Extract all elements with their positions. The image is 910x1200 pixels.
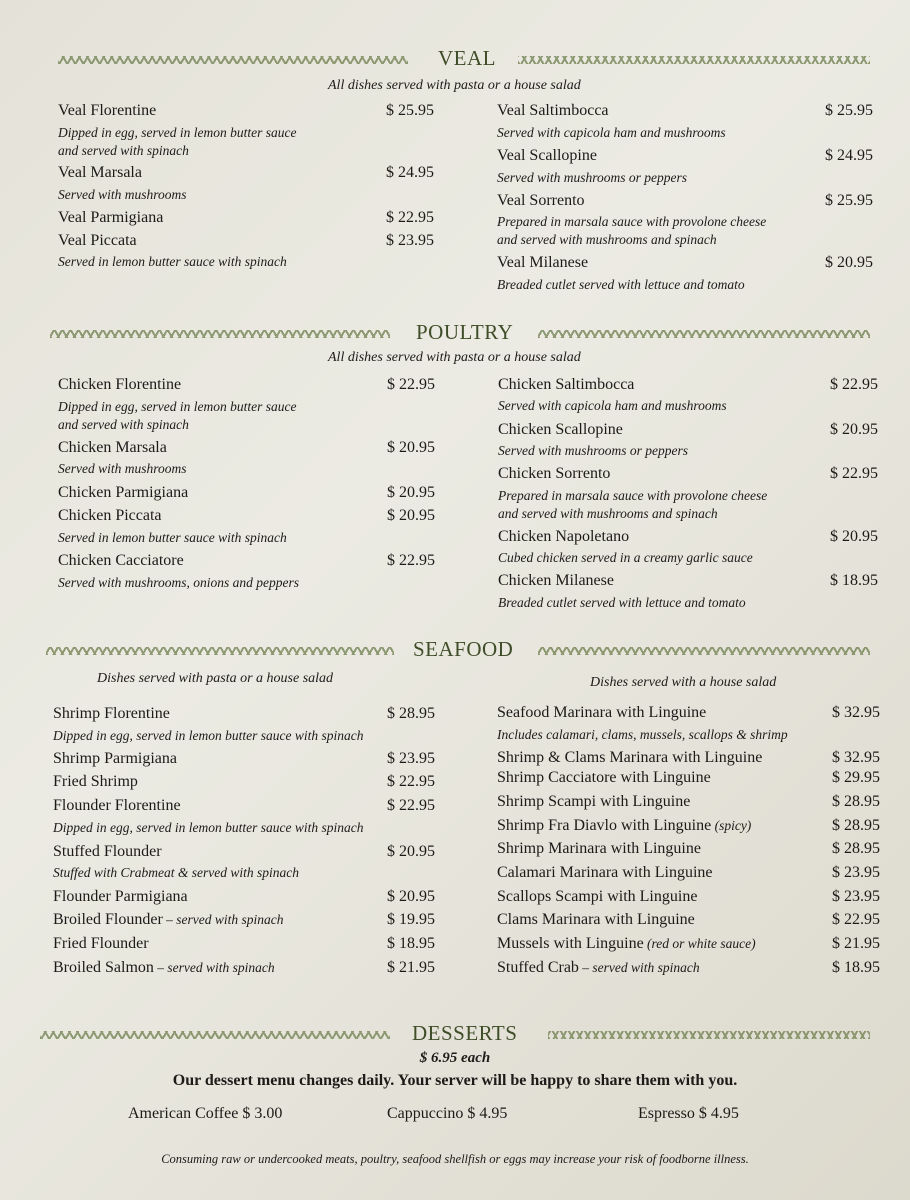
menu-item-price: $ 22.95 — [387, 552, 435, 569]
menu-item-price: $ 20.95 — [387, 888, 435, 905]
menu-item-price: $ 20.95 — [825, 254, 873, 271]
item-name-text: Veal Milanese — [497, 254, 589, 271]
vine-ornament-right — [538, 330, 870, 338]
menu-item-price: $ 28.95 — [832, 793, 880, 810]
menu-item-description: Breaded cutlet served with lettuce and tomato — [497, 277, 745, 292]
item-name-text: Shrimp Cacciatore with Linguine — [497, 769, 711, 786]
menu-item-description: Served with capicola ham and mushrooms — [498, 398, 727, 413]
menu-item-name — [53, 935, 149, 953]
menu-item-name — [58, 439, 167, 457]
item-name-text: Stuffed Flounder — [53, 843, 162, 860]
seafood-header — [40, 637, 870, 663]
menu-item-price: $ 32.95 — [832, 749, 880, 766]
desserts-title: DESSERTS — [412, 1021, 518, 1045]
menu-item-description: Served with mushrooms or peppers — [498, 443, 688, 458]
vine-ornament-right — [518, 56, 870, 64]
menu-item-price: $ 23.95 — [832, 888, 880, 905]
item-name-text: Veal Piccata — [58, 232, 137, 249]
menu-item-price: $ 22.95 — [386, 209, 434, 226]
menu-item-name — [497, 864, 712, 882]
menu-item-name — [58, 507, 162, 525]
item-name-text: Chicken Piccata — [58, 507, 162, 524]
menu-item-name — [497, 959, 700, 977]
menu-item-price: $ 18.95 — [387, 935, 435, 952]
menu-item-price: $ 23.95 — [386, 232, 434, 249]
item-name-text: Shrimp Scampi with Linguine — [497, 793, 691, 810]
vine-ornament-left — [46, 647, 394, 655]
menu-item-name — [53, 911, 284, 929]
beverage-espresso: Espresso $ 4.95 — [638, 1105, 739, 1122]
item-name-text: Broiled Salmon — [53, 959, 154, 976]
menu-item-description: Served in lemon butter sauce with spinach — [58, 530, 287, 545]
beverage-american-coffee: American Coffee $ 3.00 — [128, 1105, 283, 1122]
menu-item-name — [53, 750, 177, 768]
menu-item-name — [58, 209, 163, 227]
menu-item-price: $ 22.95 — [387, 376, 435, 393]
menu-item-name — [53, 705, 170, 723]
menu-item-name — [497, 793, 690, 811]
menu-item-price: $ 19.95 — [387, 911, 435, 928]
menu-item-description: and served with spinach — [58, 143, 189, 158]
menu-item-name — [497, 817, 751, 835]
item-name-text: Flounder Florentine — [53, 797, 181, 814]
beverage-cappuccino: Cappuccino $ 4.95 — [387, 1105, 508, 1122]
menu-item-description: Dipped in egg, served in lemon butter sauce — [58, 125, 297, 140]
veal-title: VEAL — [438, 46, 496, 70]
menu-item-price: $ 24.95 — [386, 164, 434, 181]
item-inline-note: (red or white sauce) — [643, 936, 756, 951]
menu-item-price: $ 23.95 — [387, 750, 435, 767]
item-name-text: Flounder Parmigiana — [53, 888, 188, 905]
poultry-header — [40, 320, 870, 346]
menu-item-name — [497, 192, 585, 210]
seafood-note-left: Dishes served with pasta or a house salad — [97, 671, 334, 686]
menu-item-price: $ 22.95 — [830, 376, 878, 393]
menu-item-name — [53, 797, 181, 815]
menu-item-price: $ 28.95 — [832, 817, 880, 834]
menu-item-description: and served with mushrooms and spinach — [498, 506, 718, 521]
menu-item-price: $ 20.95 — [387, 484, 435, 501]
menu-item-name — [497, 911, 695, 929]
dessert-price: $ 6.95 each — [419, 1050, 491, 1066]
desserts-header — [40, 1021, 870, 1047]
menu-item-price: $ 22.95 — [832, 911, 880, 928]
menu-item-name — [498, 376, 634, 394]
menu-item-price: $ 22.95 — [387, 773, 435, 790]
menu-item-description: Breaded cutlet served with lettuce and tomato — [498, 595, 746, 610]
item-name-text: Chicken Florentine — [58, 376, 182, 393]
menu-item-description: Dipped in egg, served in lemon butter sauce — [58, 399, 297, 414]
menu-item-description: Served with capicola ham and mushrooms — [497, 125, 726, 140]
item-name-text: Mussels with Linguine — [497, 935, 644, 952]
item-name-text: Broiled Flounder — [53, 911, 163, 928]
menu-item-description: and served with mushrooms and spinach — [497, 232, 717, 247]
menu-item-name — [58, 232, 137, 250]
menu-item-description: Prepared in marsala sauce with provolone cheese — [497, 214, 767, 229]
menu-item-description: Served with mushrooms — [58, 187, 187, 202]
item-inline-note: – served with spinach — [162, 912, 284, 927]
menu-item-price: $ 25.95 — [386, 102, 434, 119]
vine-ornament-left — [58, 56, 408, 64]
menu-item-description: Cubed chicken served in a creamy garlic sauce — [498, 550, 753, 565]
menu-item-name — [497, 147, 597, 165]
item-inline-note: – served with spinach — [578, 960, 700, 975]
item-name-text: Veal Parmigiana — [58, 209, 164, 226]
menu-item-name — [498, 528, 629, 546]
item-name-text: Chicken Scallopine — [498, 421, 623, 438]
item-name-text: Clams Marinara with Linguine — [497, 911, 695, 928]
menu-item-price: $ 29.95 — [832, 769, 880, 786]
menu-item-description: Served with mushrooms — [58, 461, 187, 476]
menu-item-name — [53, 888, 188, 906]
menu-item-name — [498, 421, 623, 439]
menu-item-price: $ 22.95 — [387, 797, 435, 814]
menu-item-description: Stuffed with Crabmeat & served with spinach — [53, 865, 299, 880]
item-name-text: Veal Sorrento — [497, 192, 585, 209]
item-name-text: Calamari Marinara with Linguine — [497, 864, 713, 881]
menu-item-name — [58, 102, 156, 120]
menu-item-name — [497, 704, 706, 722]
menu-item-price: $ 21.95 — [387, 959, 435, 976]
foodborne-disclaimer: Consuming raw or undercooked meats, poultry, seafood shellfish or eggs may increase your risk of foodborne illness. — [161, 1152, 749, 1166]
menu-item-price: $ 20.95 — [830, 528, 878, 545]
menu-item-name — [53, 773, 138, 791]
seafood-title: SEAFOOD — [413, 637, 514, 661]
menu-item-price: $ 21.95 — [832, 935, 880, 952]
menu-item-name — [58, 484, 188, 502]
menu-item-description: Includes calamari, clams, mussels, scallops & shrimp — [497, 727, 788, 742]
item-name-text: Stuffed Crab — [497, 959, 579, 976]
menu-item-name — [497, 749, 762, 767]
item-name-text: Seafood Marinara with Linguine — [497, 704, 707, 721]
menu-item-name — [498, 572, 614, 590]
veal-note: All dishes served with pasta or a house salad — [328, 78, 581, 93]
menu-item-price: $ 18.95 — [832, 959, 880, 976]
menu-item-name — [53, 959, 275, 977]
item-name-text: Chicken Napoletano — [498, 528, 630, 545]
item-name-text: Veal Saltimbocca — [497, 102, 609, 119]
vine-ornament-right — [548, 1031, 870, 1039]
menu-item-price: $ 20.95 — [830, 421, 878, 438]
menu-item-price: $ 20.95 — [387, 843, 435, 860]
item-name-text: Chicken Parmigiana — [58, 484, 189, 501]
menu-item-name — [58, 376, 181, 394]
menu-item-price: $ 25.95 — [825, 192, 873, 209]
menu-item-description: Prepared in marsala sauce with provolone cheese — [498, 488, 768, 503]
item-name-text: Shrimp Parmigiana — [53, 750, 177, 767]
item-name-text: Shrimp & Clams Marinara with Linguine — [497, 749, 763, 766]
menu-item-description: Served with mushrooms or peppers — [497, 170, 687, 185]
item-name-text: Shrimp Marinara with Linguine — [497, 840, 701, 857]
item-name-text: Chicken Milanese — [498, 572, 614, 589]
menu-item-name — [58, 164, 142, 182]
item-name-text: Veal Scallopine — [497, 147, 597, 164]
item-inline-note: (spicy) — [711, 818, 752, 833]
menu-item-price: $ 25.95 — [825, 102, 873, 119]
menu-item-description: Dipped in egg, served in lemon butter sauce with spinach — [53, 820, 364, 835]
item-name-text: Chicken Sorrento — [498, 465, 611, 482]
menu-item-price: $ 32.95 — [832, 704, 880, 721]
poultry-note: All dishes served with pasta or a house salad — [328, 350, 581, 365]
poultry-title: POULTRY — [416, 320, 514, 344]
item-name-text: Fried Shrimp — [53, 773, 138, 790]
item-name-text: Veal Florentine — [58, 102, 157, 119]
menu-item-description: and served with spinach — [58, 417, 189, 432]
menu-item-name — [53, 843, 162, 861]
item-name-text: Chicken Saltimbocca — [498, 376, 635, 393]
menu-item-name — [497, 840, 701, 858]
menu-item-name — [497, 254, 588, 272]
seafood-note-right: Dishes served with a house salad — [590, 675, 777, 690]
menu-item-price: $ 18.95 — [830, 572, 878, 589]
vine-ornament-right — [538, 647, 870, 655]
menu-item-price: $ 24.95 — [825, 147, 873, 164]
menu-item-description: Dipped in egg, served in lemon butter sauce with spinach — [53, 728, 364, 743]
menu-item-name — [497, 888, 697, 906]
menu-item-name — [58, 552, 184, 570]
veal-header — [40, 46, 870, 72]
menu-item-price: $ 20.95 — [387, 507, 435, 524]
menu-item-price: $ 20.95 — [387, 439, 435, 456]
vine-ornament-left — [40, 1031, 390, 1039]
menu-item-name — [497, 102, 609, 120]
item-name-text: Chicken Cacciatore — [58, 552, 184, 569]
dessert-note: Our dessert menu changes daily. Your server will be happy to share them with you. — [172, 1072, 738, 1089]
menu-item-price: $ 28.95 — [832, 840, 880, 857]
item-name-text: Veal Marsala — [58, 164, 142, 181]
item-inline-note: – served with spinach — [153, 960, 275, 975]
menu-item-price: $ 23.95 — [832, 864, 880, 881]
menu-item-name — [497, 769, 711, 787]
menu-item-price: $ 22.95 — [830, 465, 878, 482]
item-name-text: Chicken Marsala — [58, 439, 167, 456]
menu-item-name — [497, 935, 756, 953]
item-name-text: Fried Flounder — [53, 935, 149, 952]
menu-item-description: Served in lemon butter sauce with spinach — [58, 254, 287, 269]
menu-item-name — [498, 465, 610, 483]
item-name-text: Shrimp Fra Diavlo with Linguine — [497, 817, 712, 834]
item-name-text: Scallops Scampi with Linguine — [497, 888, 698, 905]
vine-ornament-left — [50, 330, 390, 338]
item-name-text: Shrimp Florentine — [53, 705, 170, 722]
menu-item-price: $ 28.95 — [387, 705, 435, 722]
menu-item-description: Served with mushrooms, onions and peppers — [58, 575, 299, 590]
